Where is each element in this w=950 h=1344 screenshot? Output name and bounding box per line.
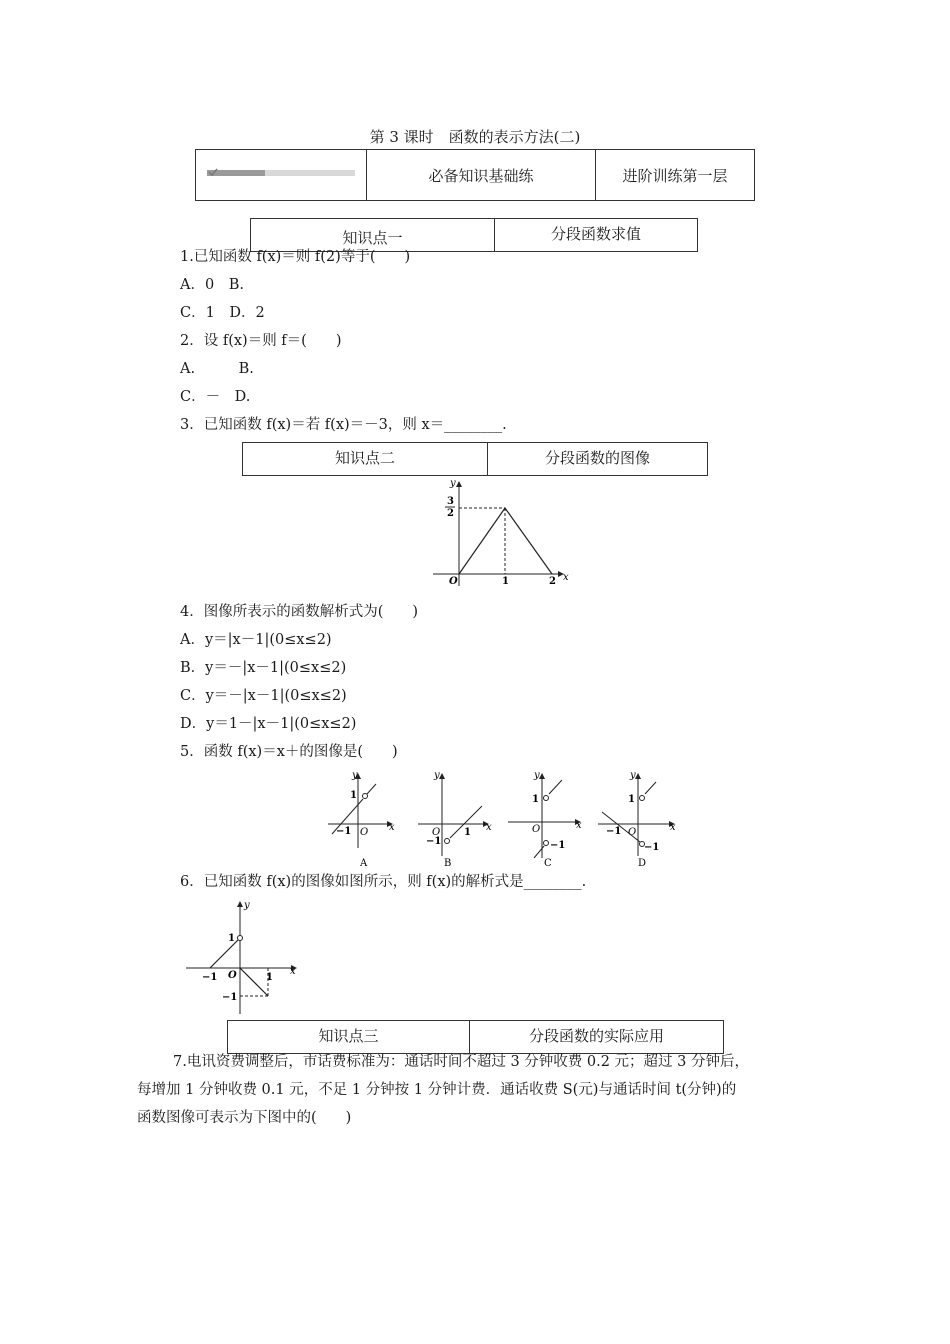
svg-text:−1: −1 [606, 826, 622, 837]
svg-text:y: y [534, 770, 540, 781]
question-4-option-a: A．y＝|x－1|(0≤x≤2) [180, 632, 332, 648]
svg-text:x: x [389, 822, 395, 833]
graph-option-a [328, 770, 395, 869]
svg-text:1: 1 [266, 972, 273, 983]
y-tick-num: 3 [447, 496, 454, 507]
svg-text:x: x [290, 966, 296, 977]
question-4-option-c: C．y＝－|x－1|(0≤x≤2) [180, 688, 347, 704]
question-7-line: 7.电讯资费调整后，市话费标准为：通话时间不超过 3 分钟收费 0.2 元；超过 3 分钟后， [173, 1054, 749, 1070]
y-tick-den: 2 [447, 508, 454, 519]
svg-text:1: 1 [228, 933, 235, 944]
section-topic: 分段函数的实际应用 [470, 1021, 724, 1054]
y-axis-label: y [450, 478, 456, 489]
progress-bar-icon [201, 163, 361, 183]
tick-label: 1 [350, 790, 357, 801]
svg-text:−1: −1 [222, 992, 238, 1003]
svg-text:1: 1 [532, 794, 539, 805]
graph-option-d [598, 770, 676, 869]
option-label: A [360, 858, 368, 869]
question-1-options-cd: C．1 D．2 [180, 305, 265, 321]
svg-text:O: O [228, 970, 237, 981]
x-axis-label: x [563, 572, 569, 583]
figure-q5-graphs [322, 768, 682, 872]
section-label: 知识点一 [251, 219, 495, 252]
x-tick: 2 [549, 576, 556, 587]
header-progress-cell [196, 150, 367, 201]
svg-text:y: y [244, 900, 250, 911]
header-col3: 进阶训练第一层 [596, 150, 755, 201]
origin-label: O [449, 576, 458, 587]
section-topic: 分段函数求值 [495, 219, 698, 252]
svg-text:O: O [432, 827, 441, 838]
question-7-line: 函数图像可表示为下图中的( ) [137, 1110, 352, 1126]
svg-text:x: x [576, 820, 582, 831]
svg-text:O: O [628, 827, 637, 838]
question-7-line: 每增加 1 分钟收费 0.1 元，不足 1 分钟按 1 分钟计费．通话收费 S(元)与通话时间 t(分钟)的 [137, 1082, 737, 1098]
svg-text:−1: −1 [644, 842, 660, 853]
option-label: C [544, 858, 552, 869]
svg-text:x: x [670, 822, 676, 833]
graph-option-b [418, 770, 492, 869]
question-4-option-d: D．y＝1－|x－1|(0≤x≤2) [180, 716, 357, 732]
svg-text:1: 1 [628, 794, 635, 805]
svg-text:y: y [434, 770, 440, 781]
header-table [195, 149, 755, 201]
section-topic: 分段函数的图像 [488, 443, 708, 476]
svg-text:x: x [486, 822, 492, 833]
question-1: 1.已知函数 f(x)＝则 f(2)等于( ) [180, 249, 411, 265]
header-col2: 必备知识基础练 [367, 150, 596, 201]
page-title: 第 3 课时 函数的表示方法(二) [369, 128, 581, 146]
figure-q6-graph [182, 898, 302, 1016]
svg-text:−1: −1 [550, 840, 566, 851]
section-label: 知识点二 [243, 443, 488, 476]
origin-label: O [360, 827, 369, 838]
svg-text:−1: −1 [426, 836, 442, 847]
question-3: 3．已知函数 f(x)＝若 f(x)＝－3，则 x＝________. [180, 417, 507, 433]
question-4: 4．图像所表示的函数解析式为( ) [180, 604, 419, 620]
svg-text:O: O [532, 824, 541, 835]
tick-label: −1 [336, 826, 352, 837]
figure-q4-graph [425, 476, 575, 588]
question-4-option-b: B．y＝－|x－1|(0≤x≤2) [180, 660, 347, 676]
graph-option-c [508, 770, 582, 869]
option-label: B [444, 858, 452, 869]
section-label: 知识点三 [228, 1021, 470, 1054]
question-6: 6．已知函数 f(x)的图像如图所示，则 f(x)的解析式是________. [180, 874, 587, 890]
svg-text:y: y [630, 770, 636, 781]
question-1-options-ab: A．0 B. [180, 277, 244, 293]
svg-text:y: y [352, 770, 358, 781]
x-tick: 1 [502, 576, 509, 587]
section-header-2 [242, 442, 708, 476]
question-2-options-cd: C．－ D. [180, 389, 251, 405]
question-2: 2．设 f(x)＝则 f＝( ) [180, 333, 342, 349]
svg-text:1: 1 [464, 827, 471, 838]
question-7 [137, 1048, 837, 1132]
option-label: D [638, 858, 647, 869]
svg-text:−1: −1 [202, 972, 218, 983]
question-2-options-ab: A. B. [180, 361, 254, 377]
question-5: 5．函数 f(x)＝x＋的图像是( ) [180, 744, 398, 760]
